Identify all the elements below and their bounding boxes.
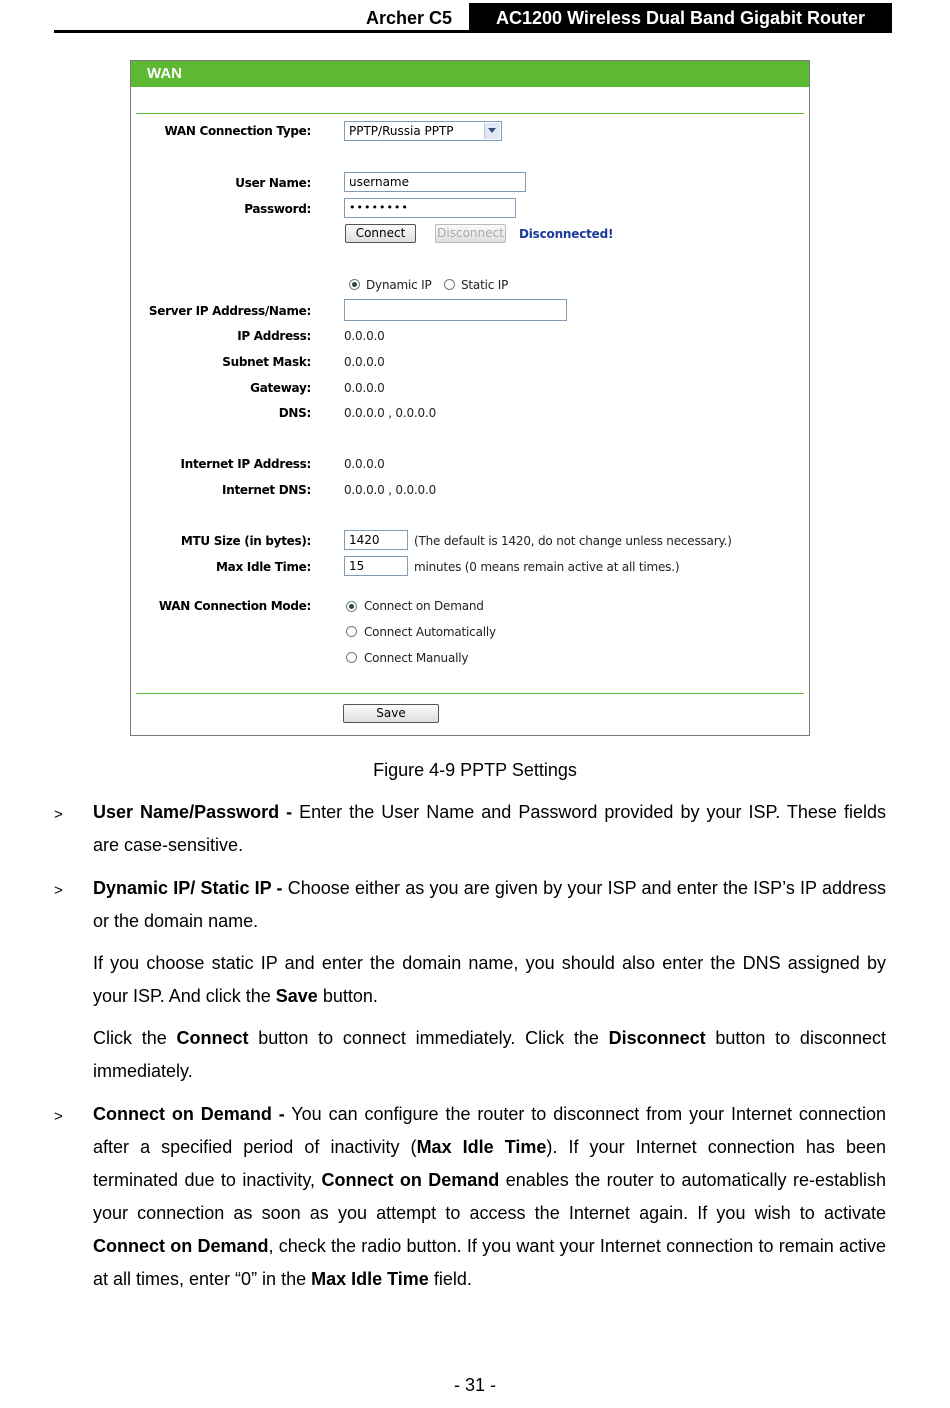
paragraph-connect-on-demand: [93, 1098, 886, 1296]
p5-text1: You can configure the router to disconnect from your Internet connection after a specified period of inactivity (: [93, 1104, 886, 1157]
header-model: Archer C5: [366, 8, 453, 28]
p1-text: Enter the User Name and Password provided by your ISP. These fields are case-sensitive.: [93, 802, 886, 855]
save-button[interactable]: Save: [343, 704, 439, 723]
connection-mode-label: WAN Connection Mode:: [158, 599, 311, 613]
p5-text2: ). If your Internet connection has been terminated due to inactivity,: [93, 1137, 887, 1190]
ip-address-label: IP Address:: [237, 329, 311, 343]
p5-bold3: Connect on Demand: [321, 1170, 500, 1190]
header-rule: [54, 30, 892, 33]
connection-status: Disconnected!: [519, 227, 614, 241]
server-input[interactable]: [344, 299, 567, 321]
paragraph-username-password: [93, 796, 886, 862]
password-input[interactable]: ••••••••: [344, 198, 516, 218]
dns-label: DNS:: [278, 406, 311, 420]
p3-bold: Save: [275, 986, 318, 1006]
mtu-input[interactable]: 1420: [344, 530, 408, 550]
bullet-arrow-icon: >: [54, 1108, 63, 1125]
wan-title-bar: [131, 61, 809, 87]
p2-text: Choose either as you are given by your ISP and enter the ISP’s IP address or the domain name.: [93, 878, 886, 931]
p5-text4: , check the radio button. If you want your Internet connection to remain active at all times, enter “0” in the: [93, 1236, 886, 1289]
max-idle-input[interactable]: 15: [344, 556, 408, 576]
p5-bold4: Connect on Demand: [93, 1236, 269, 1256]
subnet-mask-label: Subnet Mask:: [222, 355, 311, 369]
dns-value: 0.0.0.0 , 0.0.0.0: [344, 406, 437, 420]
paragraph-static-ip-note: [93, 947, 886, 1013]
bullet-arrow-icon: >: [54, 806, 63, 823]
p3-text2: button.: [317, 986, 378, 1006]
internet-dns-label: Internet DNS:: [222, 483, 311, 497]
max-idle-label: Max Idle Time:: [216, 560, 311, 574]
connect-automatically-label: Connect Automatically: [364, 625, 496, 639]
connect-button[interactable]: Connect: [345, 224, 416, 243]
gateway-label: Gateway:: [250, 381, 311, 395]
internet-ip-label: Internet IP Address:: [180, 457, 311, 471]
p4-text3: button to disconnect immediately.: [93, 1028, 886, 1081]
page-number: - 31 -: [453, 1375, 496, 1395]
subnet-mask-value: 0.0.0.0: [344, 355, 385, 369]
connection-type-label: WAN Connection Type:: [164, 124, 311, 138]
password-label: Password:: [244, 202, 311, 216]
bullet-arrow-icon: >: [54, 882, 63, 899]
connect-manually-radio[interactable]: [346, 652, 357, 663]
p5-bold1: Connect on Demand -: [93, 1104, 285, 1124]
save-divider: [136, 693, 804, 694]
header-product: AC1200 Wireless Dual Band Gigabit Router: [469, 3, 892, 32]
connection-type-value: PPTP/Russia PPTP: [349, 124, 454, 138]
paragraph-connect-note: [93, 1022, 886, 1088]
figure-caption: Figure 4-9 PPTP Settings: [373, 760, 577, 780]
p4-text2: button to connect immediately. Click the: [248, 1028, 609, 1048]
username-label: User Name:: [235, 176, 311, 190]
p4-bold1: Connect: [176, 1028, 249, 1048]
server-label: Server IP Address/Name:: [148, 304, 311, 318]
dynamic-ip-radio[interactable]: [349, 279, 360, 290]
connect-manually-label: Connect Manually: [364, 651, 469, 665]
p5-bold2: Max Idle Time: [416, 1137, 547, 1157]
ip-address-value: 0.0.0.0: [344, 329, 385, 343]
p4-bold2: Disconnect: [608, 1028, 706, 1048]
max-idle-hint: minutes (0 means remain active at all times.): [414, 560, 680, 574]
p5-bold5: Max Idle Time: [311, 1269, 429, 1289]
paragraph-dynamic-static: [93, 872, 886, 938]
connect-automatically-radio[interactable]: [346, 626, 357, 637]
p5-text5: field.: [428, 1269, 472, 1289]
username-input[interactable]: username: [344, 172, 526, 192]
wan-settings-figure: [130, 60, 810, 736]
connect-on-demand-radio[interactable]: [346, 601, 357, 612]
p3-text1: If you choose static IP and enter the domain name, you should also enter the DNS assigned by your ISP. And click the: [93, 953, 886, 1006]
dynamic-ip-label: Dynamic IP: [366, 278, 432, 292]
wan-title: WAN: [147, 65, 182, 82]
internet-dns-value: 0.0.0.0 , 0.0.0.0: [344, 483, 437, 497]
connection-type-select[interactable]: [344, 121, 502, 141]
mtu-hint: (The default is 1420, do not change unless necessary.): [414, 534, 732, 548]
p4-text1: Click the: [93, 1028, 177, 1048]
static-ip-radio[interactable]: [444, 279, 455, 290]
mtu-label: MTU Size (in bytes):: [180, 534, 311, 548]
connect-on-demand-label: Connect on Demand: [364, 599, 484, 613]
internet-ip-value: 0.0.0.0: [344, 457, 385, 471]
title-divider: [136, 113, 804, 114]
gateway-value: 0.0.0.0: [344, 381, 385, 395]
disconnect-button[interactable]: Disconnect: [435, 224, 506, 243]
p1-bold: User Name/Password -: [93, 802, 293, 822]
p5-text3: enables the router to automatically re-establish your connection as soon as you attempt to access the Internet again. If you wish to activate: [93, 1170, 886, 1223]
p2-bold: Dynamic IP/ Static IP -: [93, 878, 283, 898]
static-ip-label: Static IP: [461, 278, 509, 292]
chevron-down-icon[interactable]: [484, 123, 500, 139]
